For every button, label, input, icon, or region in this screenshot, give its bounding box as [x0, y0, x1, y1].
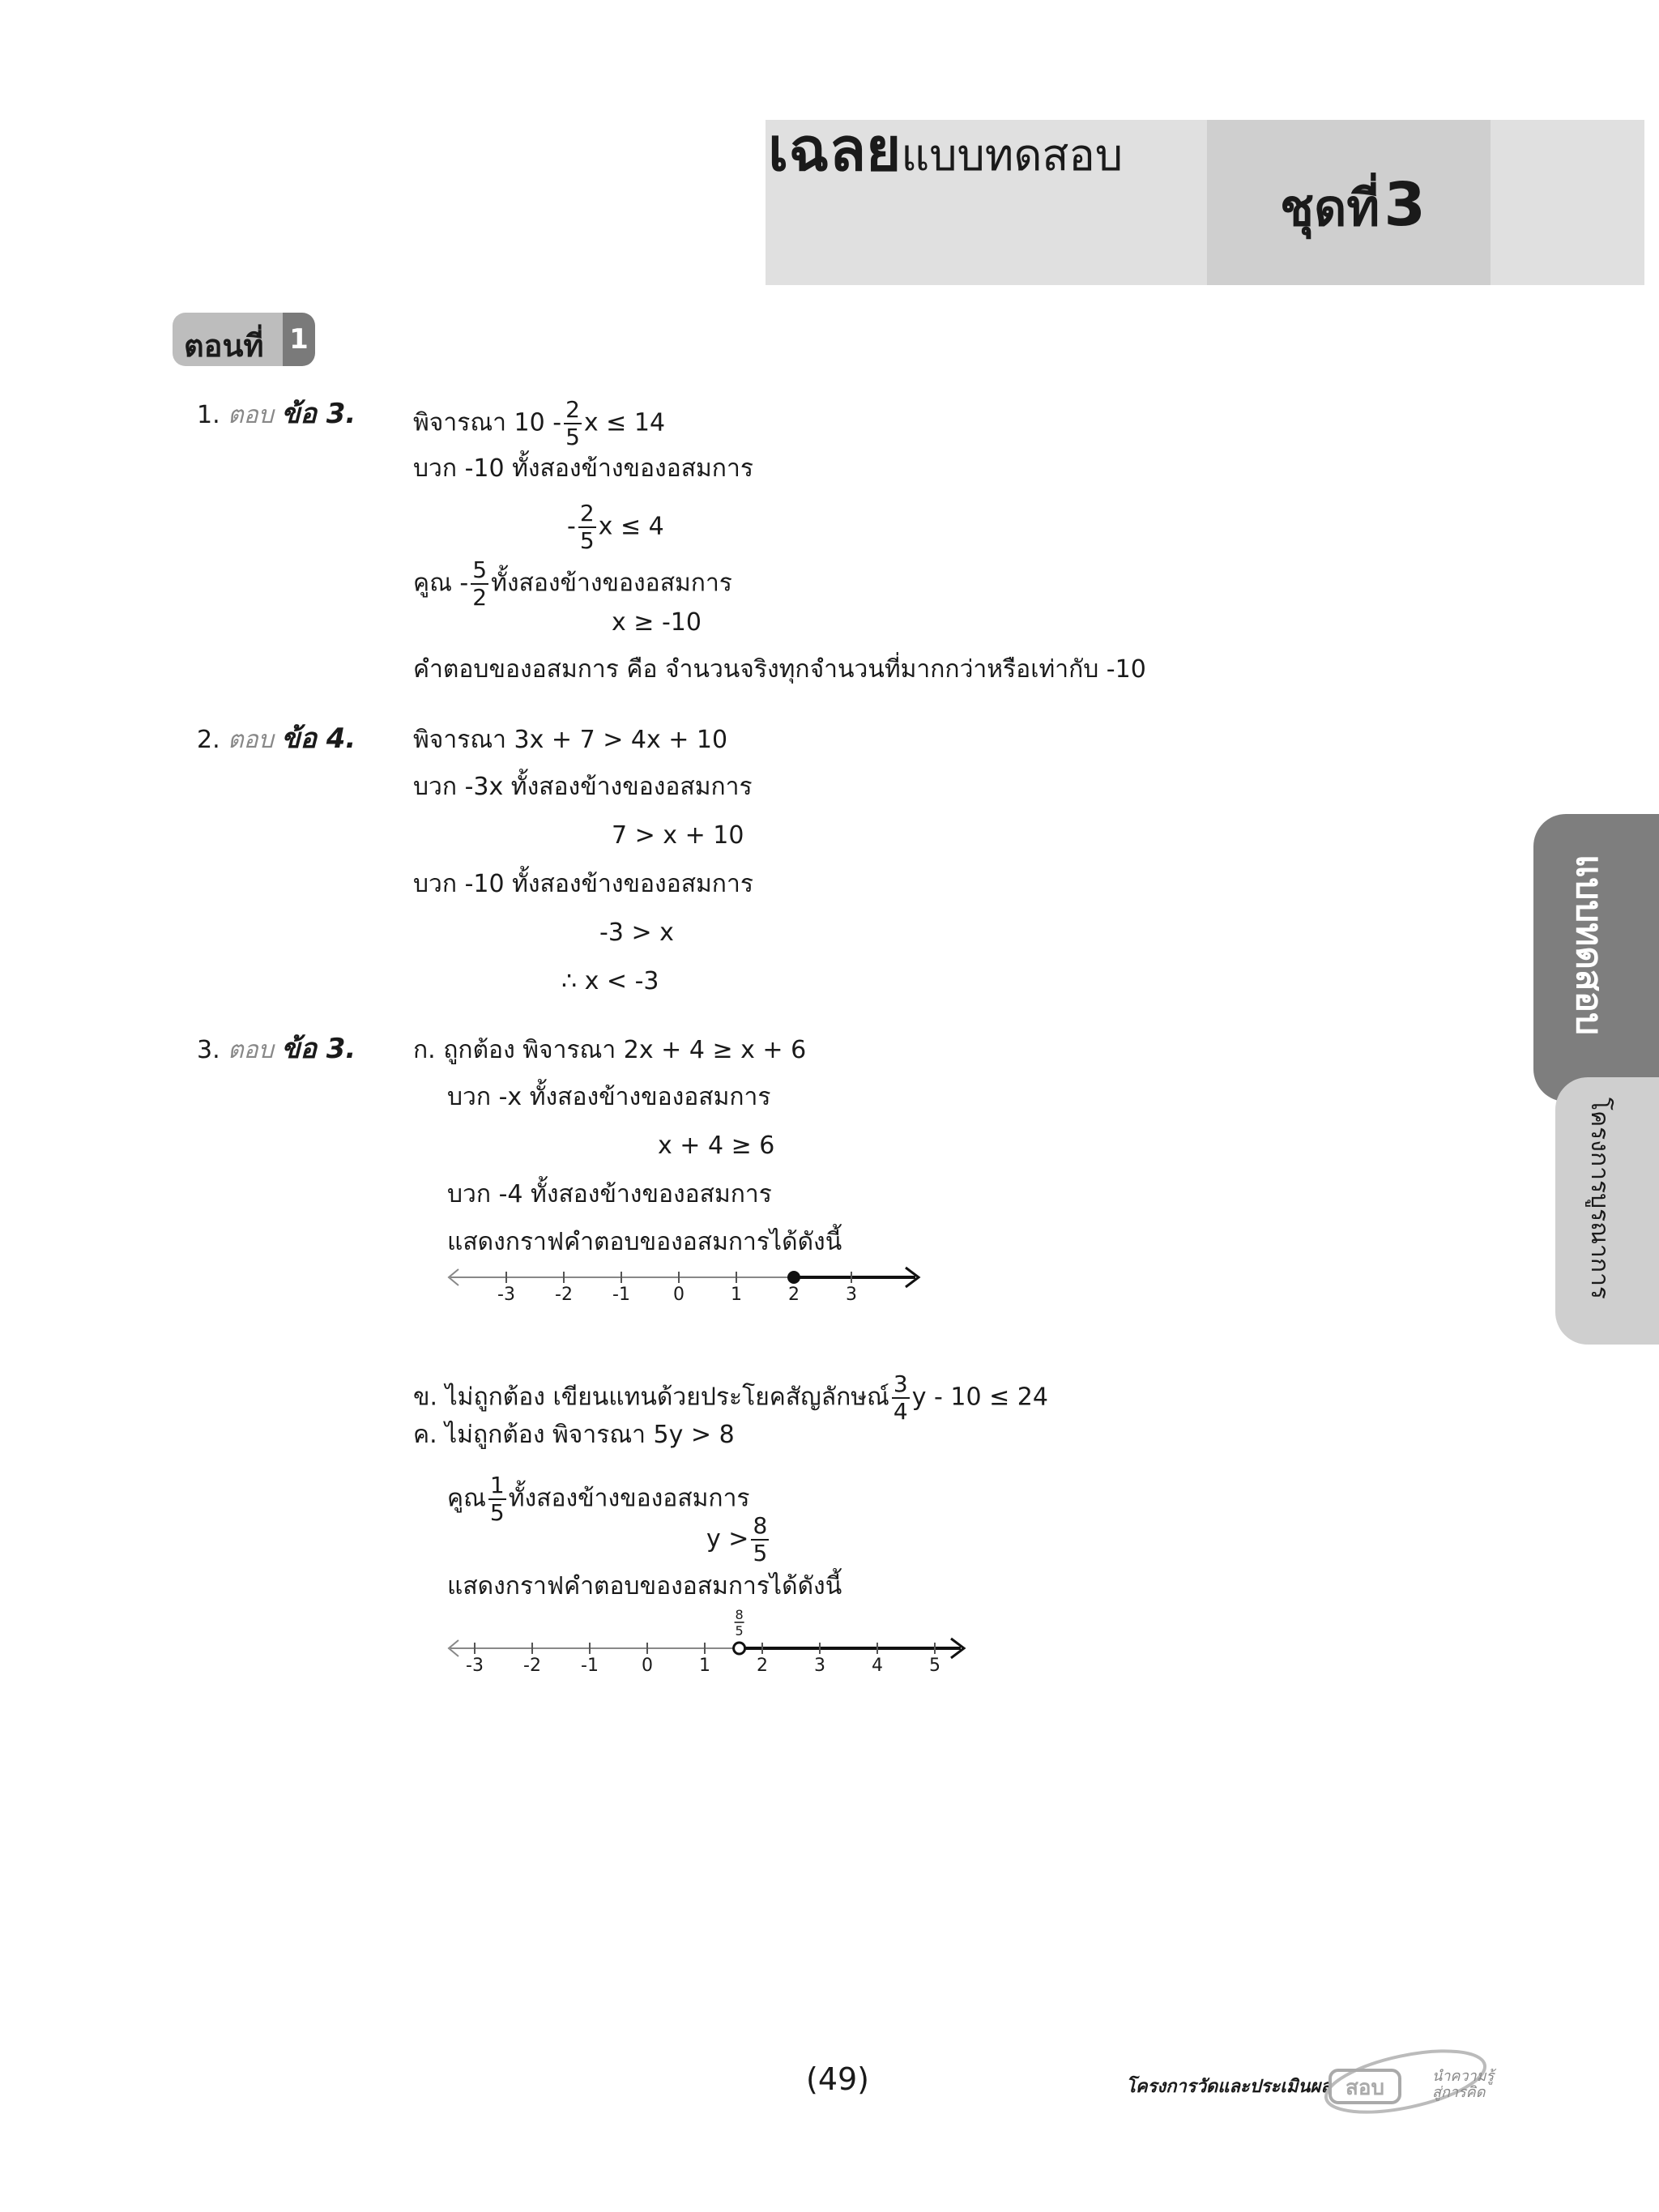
q3-c-line4: แสดงกราฟคำตอบของอสมการได้ดังนี้	[447, 1572, 842, 1600]
number-line-1	[446, 1259, 932, 1308]
tick-label: -3	[497, 1285, 515, 1305]
q2-line6: ∴ x < -3	[561, 967, 659, 995]
set-number: 3	[1384, 170, 1426, 240]
q3-number: 3.	[197, 1036, 220, 1064]
fraction: $\frac{2}{5}$	[565, 396, 580, 450]
section-label: ตอนที่	[184, 328, 264, 364]
set-label: ชุดที่	[1280, 178, 1380, 237]
q3-c-line3: y > $\frac{8}{5}$	[706, 1512, 768, 1566]
q3-a-line4: บวก -4 ทั้งสองข้างของอสมการ	[447, 1180, 772, 1208]
q3-a-line1: ก. ถูกต้อง พิจารณา 2x + 4 ≥ x + 6	[413, 1036, 807, 1064]
tick-label: 3	[814, 1656, 825, 1676]
side-tab-test[interactable]	[1533, 814, 1659, 1102]
q1-answer-label: ตอบ	[228, 401, 274, 429]
q1-number: 1.	[197, 401, 220, 429]
q3-c-line2: คูณ $\frac{1}{5}$ ทั้งสองข้างของอสมการ	[447, 1472, 750, 1526]
q2-number: 2.	[197, 726, 220, 754]
q2-answer-label: ตอบ	[228, 726, 274, 754]
q3-answer: ข้อ 3.	[281, 1033, 356, 1065]
tick-label: 0	[673, 1285, 684, 1305]
q3-answer-label: ตอบ	[228, 1036, 274, 1064]
number-line-2	[446, 1607, 980, 1676]
tick-label: -2	[555, 1285, 573, 1305]
side-tab-project[interactable]	[1555, 1077, 1659, 1345]
point-label-numerator: 8	[735, 1607, 744, 1622]
tick-label: 2	[757, 1656, 768, 1676]
fraction: $\frac{8}{5}$	[753, 1512, 768, 1566]
q2-line3: 7 > x + 10	[612, 821, 744, 850]
header-set	[1280, 168, 1426, 248]
q2-answer: ข้อ 4.	[281, 722, 356, 755]
fraction: $\frac{2}{5}$	[579, 500, 595, 554]
q3-a-line2: บวก -x ทั้งสองข้างของอสมการ	[447, 1083, 771, 1111]
fraction: $\frac{1}{5}$	[489, 1472, 505, 1526]
q1-line6: คำตอบของอสมการ คือ จำนวนจริงทุกจำนวนที่มากกว่าหรือเท่ากับ -10	[413, 655, 1146, 684]
svg-text:สอบ: สอบ	[1346, 2076, 1384, 2100]
q3-c-line1: ค. ไม่ถูกต้อง พิจารณา 5y > 8	[413, 1421, 735, 1449]
tick-label: 5	[929, 1656, 940, 1676]
q2-line4: บวก -10 ทั้งสองข้างของอสมการ	[413, 870, 753, 898]
side-tab-project-label: โครงการบูรณาการ	[1585, 1097, 1614, 1300]
q2-header	[197, 723, 356, 756]
fraction: $\frac{3}{4}$	[893, 1370, 908, 1425]
tick-label: 1	[699, 1656, 710, 1676]
tick-label: 4	[872, 1656, 883, 1676]
q3-b-line1: ข. ไม่ถูกต้อง เขียนแทนด้วยประโยคสัญลักษณ์ $\frac{3}{4}$ y - 10 ≤ 24	[413, 1370, 1048, 1425]
point-label-denominator: 5	[735, 1623, 744, 1639]
tick-label: 0	[642, 1656, 653, 1676]
footer-tagline: นำความรู้ สู่การคิด	[1432, 2068, 1495, 2101]
tick-label: -2	[523, 1656, 541, 1676]
page-number: (49)	[806, 2061, 870, 2097]
tick-label: -1	[581, 1656, 599, 1676]
q3-a-line5: แสดงกราฟคำตอบของอสมการได้ดังนี้	[447, 1228, 842, 1256]
q1-line5: x ≥ -10	[612, 608, 702, 637]
fraction: $\frac{5}{2}$	[472, 556, 488, 611]
q1-line4: คูณ - $\frac{5}{2}$ ทั้งสองข้างของอสมการ	[413, 556, 732, 611]
header-title-bold: เฉลย	[768, 115, 902, 185]
number-line-1-point	[788, 1272, 800, 1283]
header-title-rest: แบบทดสอบ	[901, 130, 1124, 181]
q2-line1: พิจารณา 3x + 7 > 4x + 10	[413, 726, 728, 754]
q1-line1: พิจารณา 10 - $\frac{2}{5}$ x ≤ 14	[413, 396, 666, 450]
footer-project: โครงการวัดและประเมินผล	[1126, 2077, 1332, 2097]
q2-line5: -3 > x	[599, 918, 674, 947]
q3-header	[197, 1034, 356, 1066]
tick-label: 1	[731, 1285, 742, 1305]
q1-line2: บวก -10 ทั้งสองข้างของอสมการ	[413, 454, 753, 483]
tick-label: -3	[466, 1656, 484, 1676]
header-title	[768, 115, 1124, 185]
q1-header	[197, 399, 356, 431]
tick-label: 2	[788, 1285, 800, 1305]
q1-line3: - $\frac{2}{5}$ x ≤ 4	[567, 500, 664, 554]
section-badge	[173, 313, 315, 366]
number-line-2-point	[734, 1643, 745, 1654]
q1-answer: ข้อ 3.	[281, 398, 356, 430]
tick-label: 3	[846, 1285, 857, 1305]
section-number: 1	[283, 313, 315, 366]
tick-label: -1	[612, 1285, 630, 1305]
q2-line2: บวก -3x ทั้งสองข้างของอสมการ	[413, 773, 753, 801]
side-tab-test-label: แบบทดสอบ	[1568, 855, 1610, 1036]
q3-a-line3: x + 4 ≥ 6	[658, 1132, 775, 1160]
